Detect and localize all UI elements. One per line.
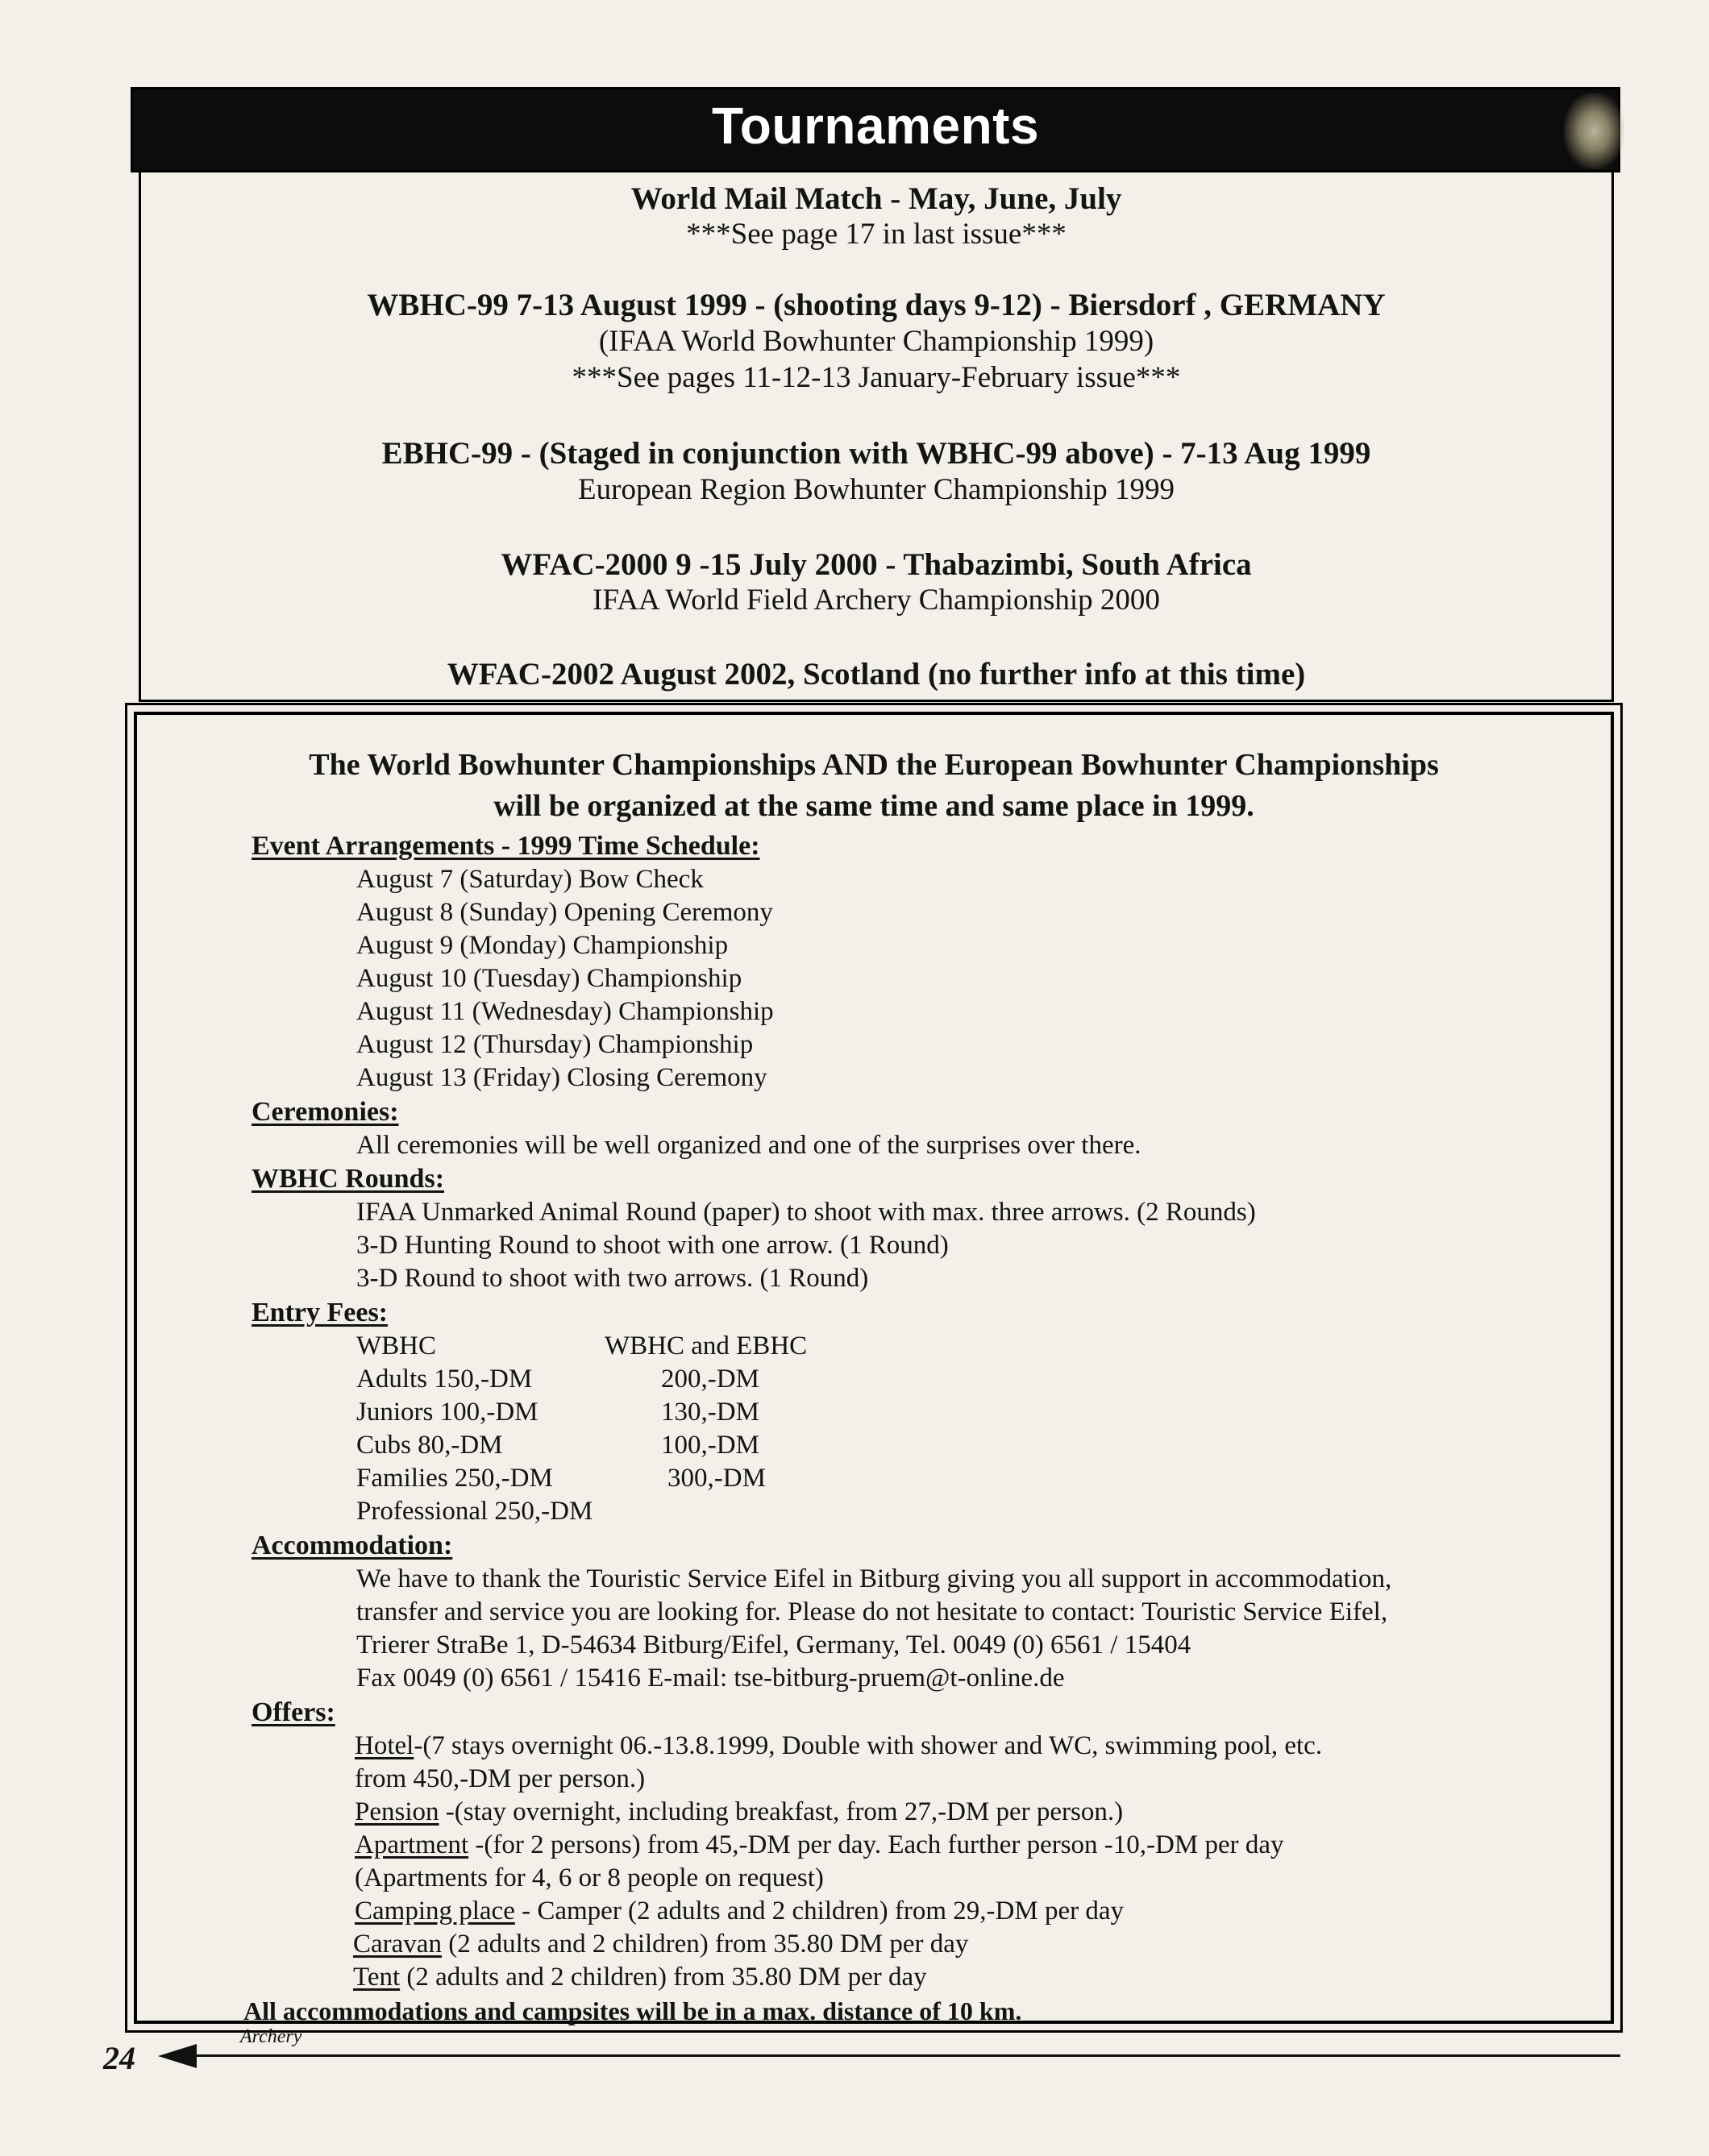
accommodation-text: Fax 0049 (0) 6561 / 15416 E-mail: tse-bitburg-pruem@t-online.de xyxy=(356,1664,1065,1693)
fee-wbhc: Professional 250,-DM xyxy=(356,1497,593,1526)
fees-label: Entry Fees: xyxy=(252,1298,389,1327)
offer-camping xyxy=(355,1896,1124,1926)
schedule-item: August 7 (Saturday) Bow Check xyxy=(356,865,704,894)
magazine-name: Archery xyxy=(240,2026,302,2047)
tournaments-header-bar xyxy=(131,87,1620,172)
accommodation-text: Trierer StraBe 1, D-54634 Bitburg/Eifel, Germany, Tel. 0049 (0) 6561 / 15404 xyxy=(356,1631,1191,1660)
offers-label: Offers: xyxy=(252,1697,335,1727)
offer-caravan xyxy=(353,1930,968,1959)
tournament-detail: European Region Bowhunter Championship 1999 xyxy=(578,473,1175,506)
fee-combined: 100,-DM xyxy=(661,1431,759,1460)
offer-text: (2 adults and 2 children) from 35.80 DM per day xyxy=(441,1930,969,1959)
offer-text: -(for 2 persons) from 45,-DM per day. Each further person -10,-DM per day xyxy=(468,1830,1284,1859)
tournament-detail: IFAA World Field Archery Championship 2000 xyxy=(593,584,1160,617)
ceremonies-label: Ceremonies: xyxy=(252,1097,399,1127)
fee-wbhc: Juniors 100,-DM xyxy=(356,1398,538,1427)
round-item: 3-D Round to shoot with two arrows. (1 Round) xyxy=(356,1264,869,1293)
fee-combined: 300,-DM xyxy=(667,1464,766,1493)
page-title: Tournaments xyxy=(711,97,1040,155)
offer-apartment-cont: (Apartments for 4, 6 or 8 people on request) xyxy=(355,1863,824,1892)
accommodation-text: We have to thank the Touristic Service Eifel in Bitburg giving you all support in accommodation, xyxy=(356,1564,1392,1593)
accommodation-text: transfer and service you are looking for. Please do not hesitate to contact: Touristic Service Eifel, xyxy=(356,1597,1388,1626)
schedule-label: Event Arrangements - 1999 Time Schedule: xyxy=(252,831,760,861)
ceremonies-text: All ceremonies will be well organized and one of the surprises over there. xyxy=(356,1131,1141,1160)
fee-combined: 200,-DM xyxy=(661,1365,759,1394)
championships-heading: will be organized at the same time and same place in 1999. xyxy=(493,789,1254,823)
page-number: 24 xyxy=(103,2040,135,2076)
offer-text: -(7 stays overnight 06.-13.8.1999, Double with shower and WC, swimming pool, etc. xyxy=(414,1731,1323,1760)
arrow-left-icon xyxy=(158,2044,197,2068)
tournament-detail: ***See pages 11-12-13 January-February issue*** xyxy=(572,361,1181,394)
offer-term: Hotel xyxy=(355,1731,414,1760)
tournament-detail: (IFAA World Bowhunter Championship 1999) xyxy=(598,325,1154,358)
championships-inner-frame xyxy=(134,712,1614,2024)
footer-rule xyxy=(193,2054,1620,2057)
offer-term: Apartment xyxy=(355,1830,469,1859)
offer-text: (2 adults and 2 children) from 35.80 DM per day xyxy=(400,1963,927,1992)
rounds-label: WBHC Rounds: xyxy=(252,1164,445,1194)
offer-apartment xyxy=(355,1830,1284,1860)
championships-heading: The World Bowhunter Championships AND the European Bowhunter Championships xyxy=(309,748,1439,782)
schedule-item: August 10 (Tuesday) Championship xyxy=(356,964,742,993)
schedule-item: August 9 (Monday) Championship xyxy=(356,931,729,960)
schedule-item: August 13 (Friday) Closing Ceremony xyxy=(356,1063,767,1092)
offer-term: Caravan xyxy=(353,1930,442,1959)
offer-pension xyxy=(355,1797,1123,1827)
accommodation-label: Accommodation: xyxy=(252,1531,453,1560)
offer-tent xyxy=(353,1963,927,1992)
tournament-detail: ***See page 17 in last issue*** xyxy=(686,218,1067,251)
tournaments-list xyxy=(139,172,1614,702)
tournament-title: WFAC-2000 9 -15 July 2000 - Thabazimbi, South Africa xyxy=(501,547,1252,582)
fees-col-header: WBHC and EBHC xyxy=(605,1331,808,1360)
round-item: 3-D Hunting Round to shoot with one arrow. (1 Round) xyxy=(356,1231,949,1260)
fee-wbhc: Families 250,-DM xyxy=(356,1464,553,1493)
fee-wbhc: Cubs 80,-DM xyxy=(356,1431,503,1460)
offer-text: -(stay overnight, including breakfast, from 27,-DM per person.) xyxy=(439,1797,1124,1826)
fee-wbhc: Adults 150,-DM xyxy=(356,1365,533,1394)
offer-hotel-cont: from 450,-DM per person.) xyxy=(355,1764,646,1793)
fee-combined: 130,-DM xyxy=(661,1398,759,1427)
offer-term: Camping place xyxy=(355,1896,515,1925)
tournament-title: World Mail Match - May, June, July xyxy=(630,181,1122,216)
offer-hotel xyxy=(355,1731,1322,1761)
fees-col-header: WBHC xyxy=(356,1331,436,1360)
print-glare xyxy=(1564,93,1624,169)
tournament-title: WBHC-99 7-13 August 1999 - (shooting days 9-12) - Biersdorf , GERMANY xyxy=(367,288,1386,322)
tournament-title: EBHC-99 - (Staged in conjunction with WBHC-99 above) - 7-13 Aug 1999 xyxy=(381,436,1371,471)
offer-term: Pension xyxy=(355,1797,439,1826)
tournament-title: WFAC-2002 August 2002, Scotland (no further info at this time) xyxy=(447,657,1306,692)
schedule-item: August 11 (Wednesday) Championship xyxy=(356,997,774,1026)
offer-text: - Camper (2 adults and 2 children) from 29,-DM per day xyxy=(514,1896,1124,1925)
schedule-item: August 8 (Sunday) Opening Ceremony xyxy=(356,898,773,927)
schedule-item: August 12 (Thursday) Championship xyxy=(356,1030,754,1059)
distance-note: All accommodations and campsites will be in a max. distance of 10 km. xyxy=(243,1996,1022,2025)
championships-box xyxy=(125,703,1623,2033)
round-item: IFAA Unmarked Animal Round (paper) to shoot with max. three arrows. (2 Rounds) xyxy=(356,1198,1256,1227)
offer-term: Tent xyxy=(353,1963,401,1992)
